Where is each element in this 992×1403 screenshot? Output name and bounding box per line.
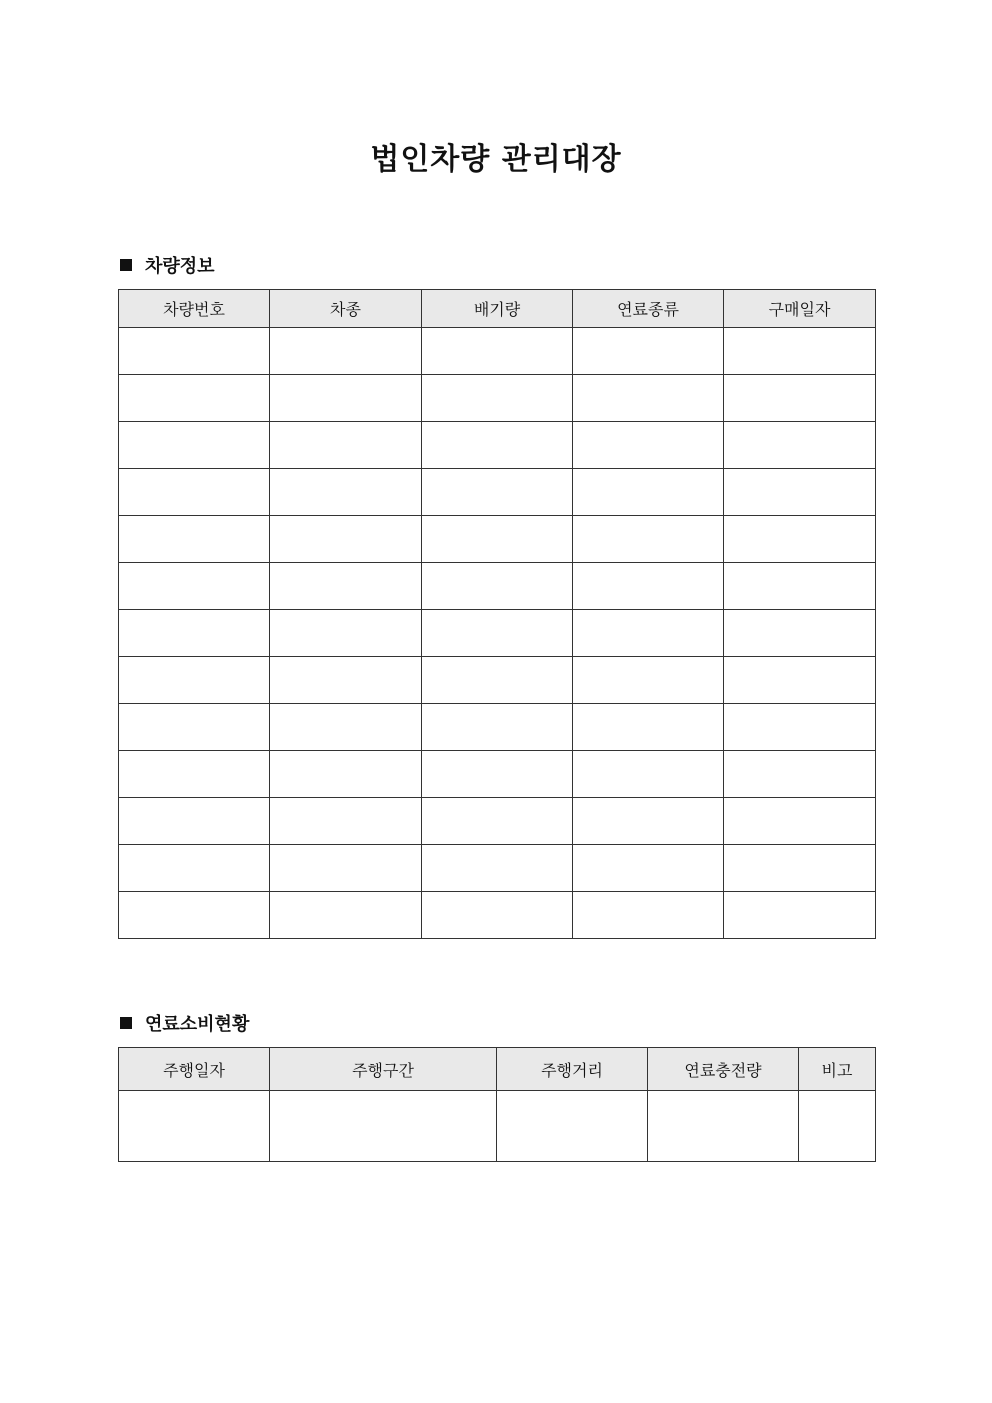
table-row: [119, 798, 876, 845]
table-cell[interactable]: [422, 422, 573, 469]
section-heading-label: 연료소비현황: [145, 1014, 250, 1035]
table-cell[interactable]: [724, 422, 876, 469]
table-row: [119, 610, 876, 657]
fuel-consumption-table: [118, 1047, 876, 1162]
table-cell[interactable]: [119, 610, 270, 657]
table-cell[interactable]: [724, 892, 876, 939]
table-cell[interactable]: [270, 1091, 497, 1162]
table-cell[interactable]: [270, 798, 422, 845]
table-cell[interactable]: [422, 892, 573, 939]
table-cell[interactable]: [422, 798, 573, 845]
column-header-vehicle-model: 차종: [270, 290, 422, 328]
table-cell[interactable]: [119, 422, 270, 469]
table-cell[interactable]: [573, 892, 724, 939]
table-cell[interactable]: [573, 610, 724, 657]
table-cell[interactable]: [119, 469, 270, 516]
table-cell[interactable]: [422, 469, 573, 516]
table-cell[interactable]: [724, 516, 876, 563]
column-header-vehicle-number: 차량번호: [119, 290, 270, 328]
table-cell[interactable]: [573, 469, 724, 516]
table-cell[interactable]: [724, 563, 876, 610]
table-cell[interactable]: [573, 657, 724, 704]
table-cell[interactable]: [422, 657, 573, 704]
table-cell[interactable]: [270, 751, 422, 798]
table-cell[interactable]: [724, 704, 876, 751]
table-cell[interactable]: [422, 375, 573, 422]
column-header-purchase-date: 구매일자: [724, 290, 876, 328]
table-cell[interactable]: [724, 798, 876, 845]
table-cell[interactable]: [270, 328, 422, 375]
table-row: [119, 563, 876, 610]
table-cell[interactable]: [799, 1091, 876, 1162]
table-cell[interactable]: [422, 328, 573, 375]
table-cell[interactable]: [724, 375, 876, 422]
table-header-row: [119, 290, 876, 328]
table-cell[interactable]: [724, 469, 876, 516]
table-cell[interactable]: [648, 1091, 799, 1162]
table-cell[interactable]: [573, 563, 724, 610]
section-heading-label: 차량정보: [145, 256, 215, 277]
table-row: [119, 657, 876, 704]
section-heading-vehicle-info: [120, 252, 215, 278]
table-cell[interactable]: [119, 563, 270, 610]
table-row: [119, 422, 876, 469]
table-cell[interactable]: [724, 751, 876, 798]
table-cell[interactable]: [119, 704, 270, 751]
table-cell[interactable]: [119, 328, 270, 375]
table-row: [119, 892, 876, 939]
table-cell[interactable]: [119, 375, 270, 422]
table-row: [119, 704, 876, 751]
table-row: [119, 845, 876, 892]
table-cell[interactable]: [119, 892, 270, 939]
table-cell[interactable]: [119, 798, 270, 845]
column-header-fuel-amount: 연료충전량: [648, 1048, 799, 1091]
table-row: [119, 328, 876, 375]
table-cell[interactable]: [497, 1091, 648, 1162]
table-row: [119, 469, 876, 516]
table-cell[interactable]: [422, 751, 573, 798]
table-cell[interactable]: [724, 657, 876, 704]
table-row: [119, 375, 876, 422]
table-cell[interactable]: [119, 1091, 270, 1162]
table-cell[interactable]: [270, 610, 422, 657]
column-header-driving-route: 주행구간: [270, 1048, 497, 1091]
table-cell[interactable]: [270, 469, 422, 516]
table-cell[interactable]: [119, 657, 270, 704]
table-cell[interactable]: [724, 328, 876, 375]
table-cell[interactable]: [119, 516, 270, 563]
table-cell[interactable]: [573, 845, 724, 892]
table-cell[interactable]: [573, 328, 724, 375]
table-cell[interactable]: [573, 704, 724, 751]
table-cell[interactable]: [270, 892, 422, 939]
table-row: [119, 516, 876, 563]
table-row: [119, 1091, 876, 1162]
table-cell[interactable]: [422, 563, 573, 610]
table-cell[interactable]: [573, 798, 724, 845]
table-cell[interactable]: [573, 751, 724, 798]
table-cell[interactable]: [422, 516, 573, 563]
table-cell[interactable]: [119, 751, 270, 798]
column-header-driving-date: 주행일자: [119, 1048, 270, 1091]
square-bullet-icon: [120, 1017, 132, 1029]
table-cell[interactable]: [119, 845, 270, 892]
column-header-fuel-type: 연료종류: [573, 290, 724, 328]
table-cell[interactable]: [724, 845, 876, 892]
table-cell[interactable]: [422, 704, 573, 751]
table-header-row: [119, 1048, 876, 1091]
table-cell[interactable]: [270, 375, 422, 422]
table-cell[interactable]: [270, 657, 422, 704]
table-cell[interactable]: [270, 516, 422, 563]
section-heading-fuel-consumption: [120, 1010, 249, 1036]
table-cell[interactable]: [724, 610, 876, 657]
table-cell[interactable]: [573, 422, 724, 469]
table-cell[interactable]: [270, 845, 422, 892]
document-title: 법인차량 관리대장: [370, 142, 622, 177]
table-cell[interactable]: [270, 704, 422, 751]
column-header-displacement: 배기량: [422, 290, 573, 328]
table-cell[interactable]: [422, 610, 573, 657]
table-cell[interactable]: [573, 516, 724, 563]
column-header-remarks: 비고: [799, 1048, 876, 1091]
table-cell[interactable]: [422, 845, 573, 892]
column-header-driving-distance: 주행거리: [497, 1048, 648, 1091]
vehicle-info-table: [118, 289, 876, 939]
table-cell[interactable]: [573, 375, 724, 422]
square-bullet-icon: [120, 259, 132, 271]
table-cell[interactable]: [270, 563, 422, 610]
table-row: [119, 751, 876, 798]
table-cell[interactable]: [270, 422, 422, 469]
